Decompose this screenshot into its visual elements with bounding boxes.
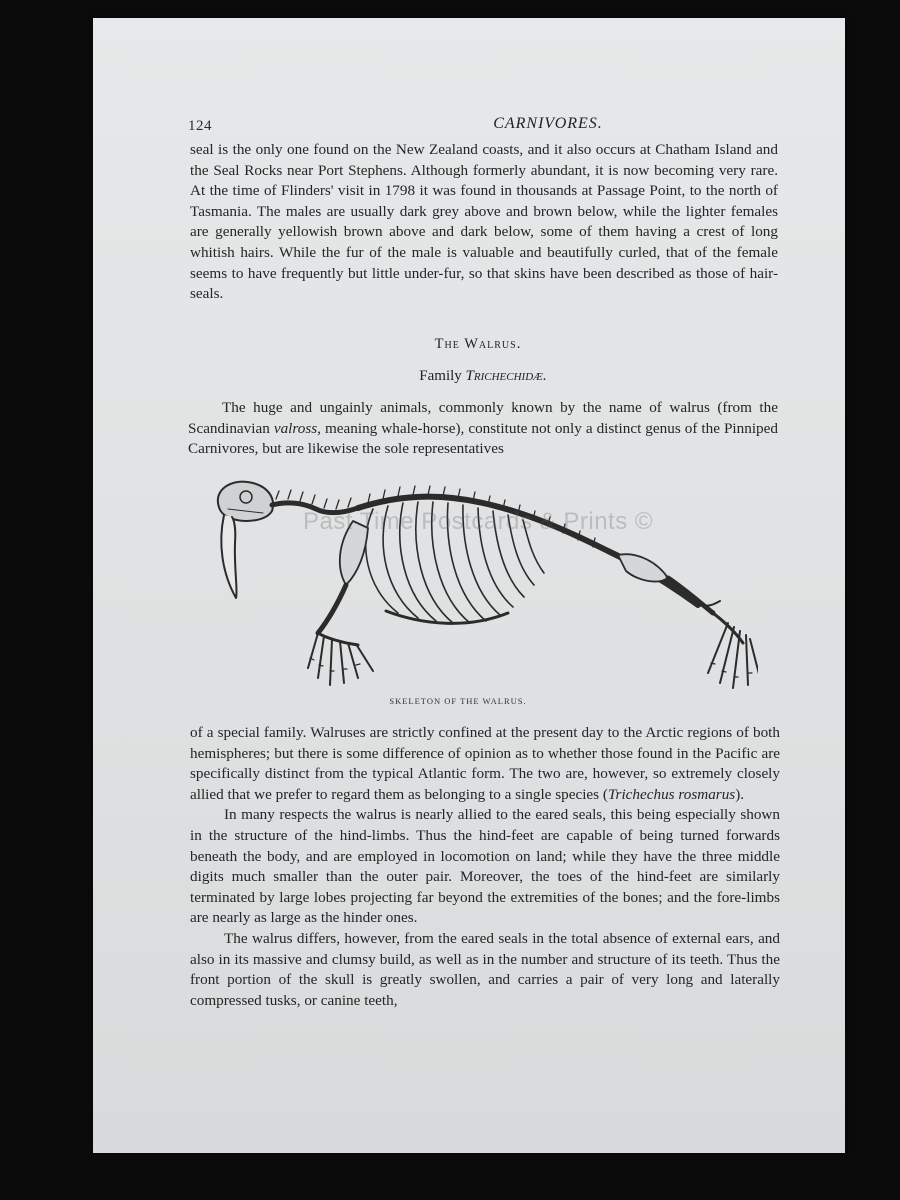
family-name: Trichechidæ. <box>465 368 547 384</box>
paragraph-hind-limbs: In many respects the walrus is nearly allied to the eared seals, this being especially shown in the structure of the hind-limbs. Thus the hind-feet are capable of being turned forwards beneath the body, and are employed in locomotion on land; while they have the three middle digits much smaller than the outer pair. Moreover, the toes of the hind-feet are similarly terminated by large lobes projecting far beyond the extremities of the bones; and the fore-limbs are nearly as large as the hinder ones. <box>190 806 780 927</box>
intro-text-1: The huge and ungainly animals, commonly known by the name of walrus (from the Scandinavian <box>188 399 778 437</box>
family-prefix: Family <box>419 368 462 384</box>
page-number: 124 <box>188 118 212 134</box>
section-title: The Walrus. <box>434 336 522 352</box>
watermark: Past Time Postcards & Prints © <box>302 508 654 535</box>
paragraph-differences: The walrus differs, however, from the eared seals in the total absence of external ears, and also in its massive and clumsy build, as well as in the number and structure of its teeth. Thus the front portion of the skull is greatly swollen, and carries a pair of very long and laterally compressed tusks, or canine teeth, <box>190 929 780 1009</box>
walrus-body-text <box>190 723 780 1011</box>
paragraph-family-text-2: ). <box>735 785 745 803</box>
paragraph-text: seal is the only one found on the New Zealand coasts, and it also occurs at Chatham Island and the Seal Rocks near Port Stephens. Although formerly abundant, it is now becoming very rare. At the time of Flinders' visit in 1798 it was found in thousands at Passage Point, to the north of Tasmania. The males are usually dark grey above and brown below, while the lighter females are generally yellowish brown above and dark below, some of them having a crest of long whitish hairs. While the fur of the male is valuable and beautifully curled, that of the female seems to have frequently but little under-fur, so that skins have been described as those of hair-seals. <box>190 141 778 303</box>
paragraph-walrus-intro <box>188 398 778 460</box>
species-name: Trichechus rosmarus <box>607 785 736 803</box>
intro-text-2: meaning whale-horse), constitute not only a distinct genus of the Pinniped Carnivores, but are likewise the sole representatives <box>188 419 778 458</box>
paragraph-seal-continuation <box>190 140 778 305</box>
book-page <box>93 18 845 1153</box>
family-heading <box>383 368 583 385</box>
paragraph-family <box>190 723 780 805</box>
figure-caption: SKELETON OF THE WALRUS. <box>389 696 527 706</box>
running-head: CARNIVORES. <box>493 115 603 132</box>
intro-italic: valross, <box>273 419 321 437</box>
paragraph-family-text-1: of a special family. Walruses are strictly confined at the present day to the Arctic regions of both hemispheres; but there is some difference of opinion as to whether those found in the Pacific are specifically distinct from the typical Atlantic form. The two are, however, so extremely closely allied that we prefer to regard them as belonging to a single species ( <box>190 724 780 803</box>
paragraph-text <box>188 398 778 460</box>
